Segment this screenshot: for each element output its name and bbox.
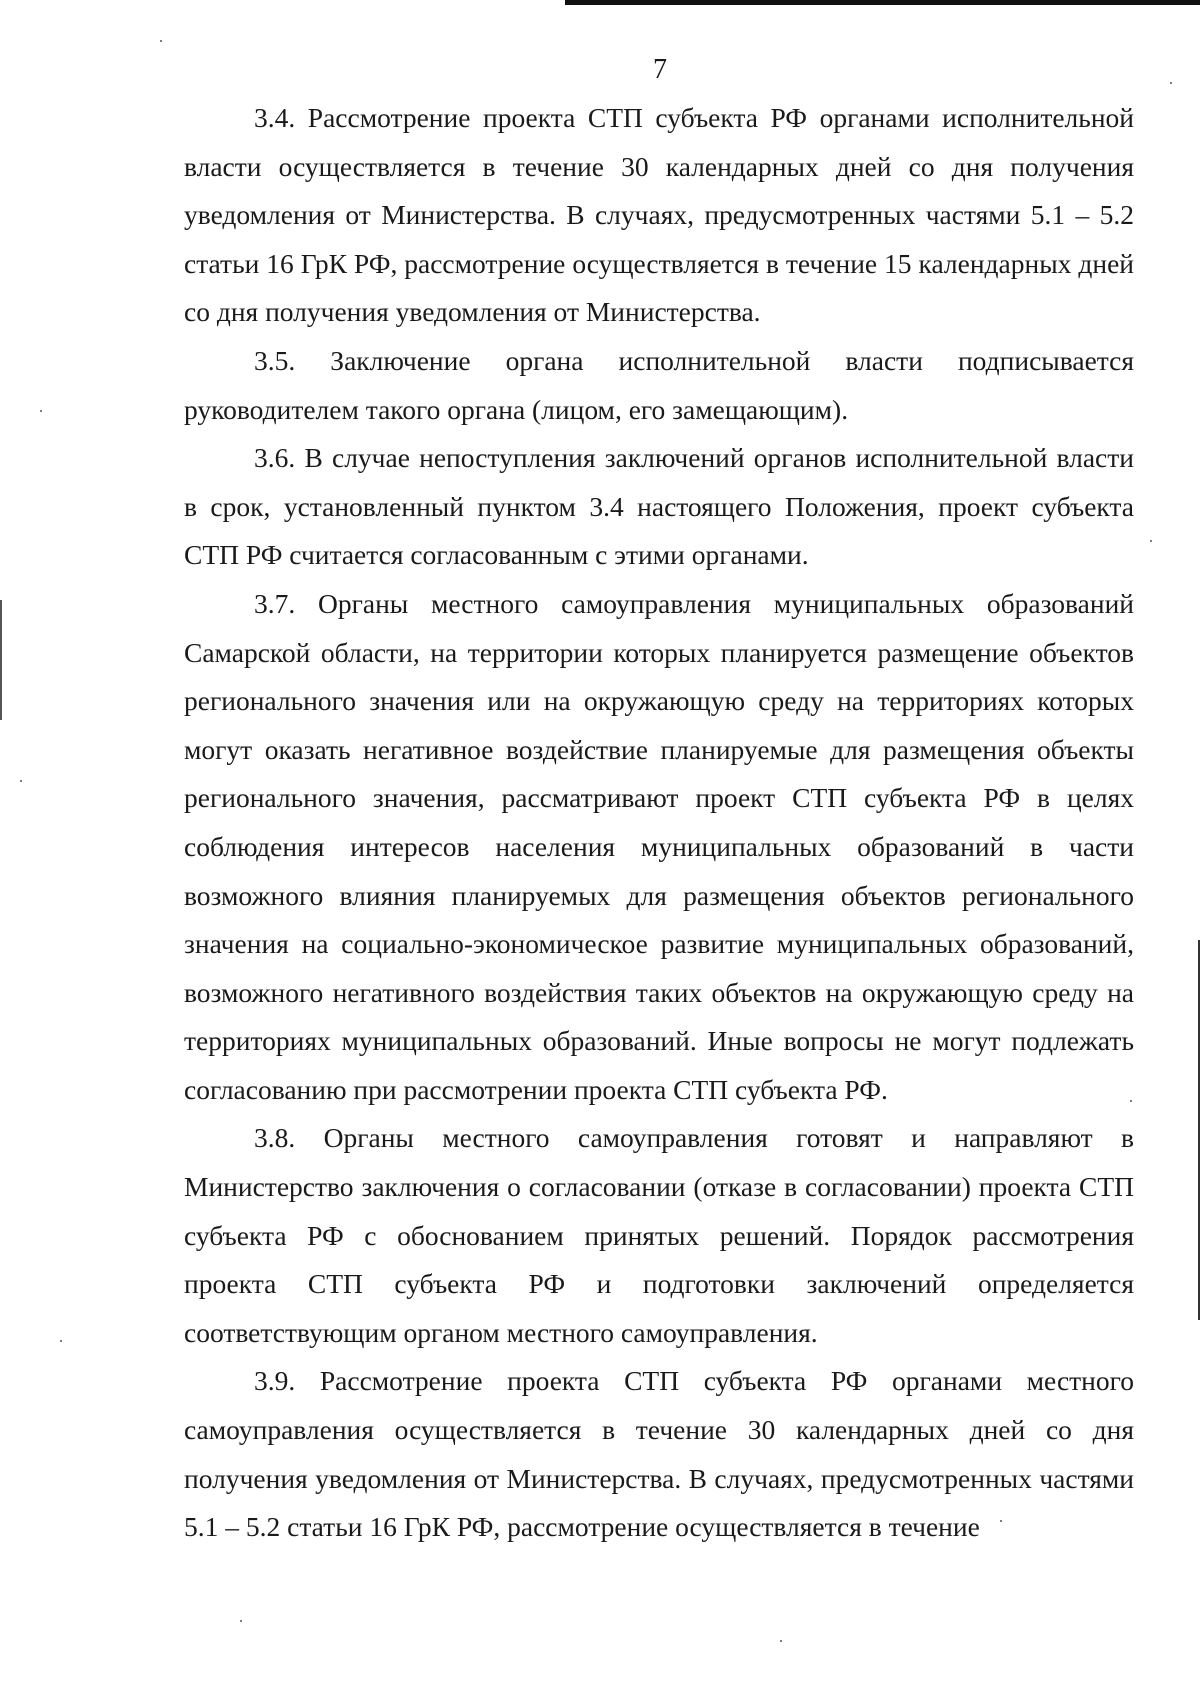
paragraph-3-5: 3.5. Заключение органа исполнительной власти подписывается руководителем такого органа (лицом, его замещающим). <box>184 344 1134 425</box>
document-body <box>184 94 1134 1552</box>
paragraph-3-8: 3.8. Органы местного самоуправления готовят и направляют в Министерство заключения о согласовании (отказе в согласовании) проекта СТП субъекта РФ с обоснованием принятых решений. Порядок рассмотрения проекта СТП субъекта РФ и подготовки заключений определяется соответствующим органом местного самоуправления. <box>184 1122 1134 1348</box>
paragraph-3-9: 3.9. Рассмотрение проекта СТП субъекта РФ органами местного самоуправления осуществляется в течение 30 календарных дней со дня получения уведомления от Министерства. В случаях, предусмотренных частями 5.1 – 5.2 статьи 16 ГрК РФ, рассмотрение осуществляется в течение <box>184 1365 1134 1543</box>
paragraph-3-6: 3.6. В случае непоступления заключений органов исполнительной власти в срок, установленный пунктом 3.4 настоящего Положения, проект субъекта СТП РФ считается согласованным с этими органами. <box>184 442 1134 571</box>
scan-edge-left <box>0 600 2 720</box>
paragraph-3-4: 3.4. Рассмотрение проекта СТП субъекта РФ органами исполнительной власти осуществляется в течение 30 календарных дней со дня получения уведомления от Министерства. В случаях, предусмотренных частями 5.1 – 5.2 статьи 16 ГрК РФ, рассмотрение осуществляется в течение 15 календарных дней со дня получения уведомления от Министерства. <box>184 102 1134 328</box>
scan-speck <box>1130 1100 1132 1102</box>
scan-speck <box>60 1340 62 1342</box>
scan-edge-top <box>565 0 1200 5</box>
scan-speck <box>1000 1520 1002 1522</box>
scan-speck <box>1150 540 1152 542</box>
scan-speck <box>20 780 22 782</box>
scan-speck <box>40 410 42 412</box>
scan-speck <box>780 1640 782 1642</box>
scan-speck <box>160 40 162 42</box>
scan-speck <box>240 1620 242 1622</box>
paragraph-3-7: 3.7. Органы местного самоуправления муниципальных образований Самарской области, на территории которых планируется размещение объектов регионального значения или на окружающую среду на территориях которых могут оказать негативное воздействие планируемые для размещения объекты регионального значения, рассматривают проект СТП субъекта РФ в целях соблюдения интересов населения муниципальных образований в части возможного влияния планируемых для размещения объектов регионального значения на социально-экономическое развитие муниципальных образований, возможного негативного воздействия таких объектов на окружающую среду на территориях муниципальных образований. Иные вопросы не могут подлежать согласованию при рассмотрении проекта СТП субъекта РФ. <box>184 587 1134 1105</box>
scan-speck <box>1170 82 1172 84</box>
page-number: 7 <box>653 54 667 85</box>
